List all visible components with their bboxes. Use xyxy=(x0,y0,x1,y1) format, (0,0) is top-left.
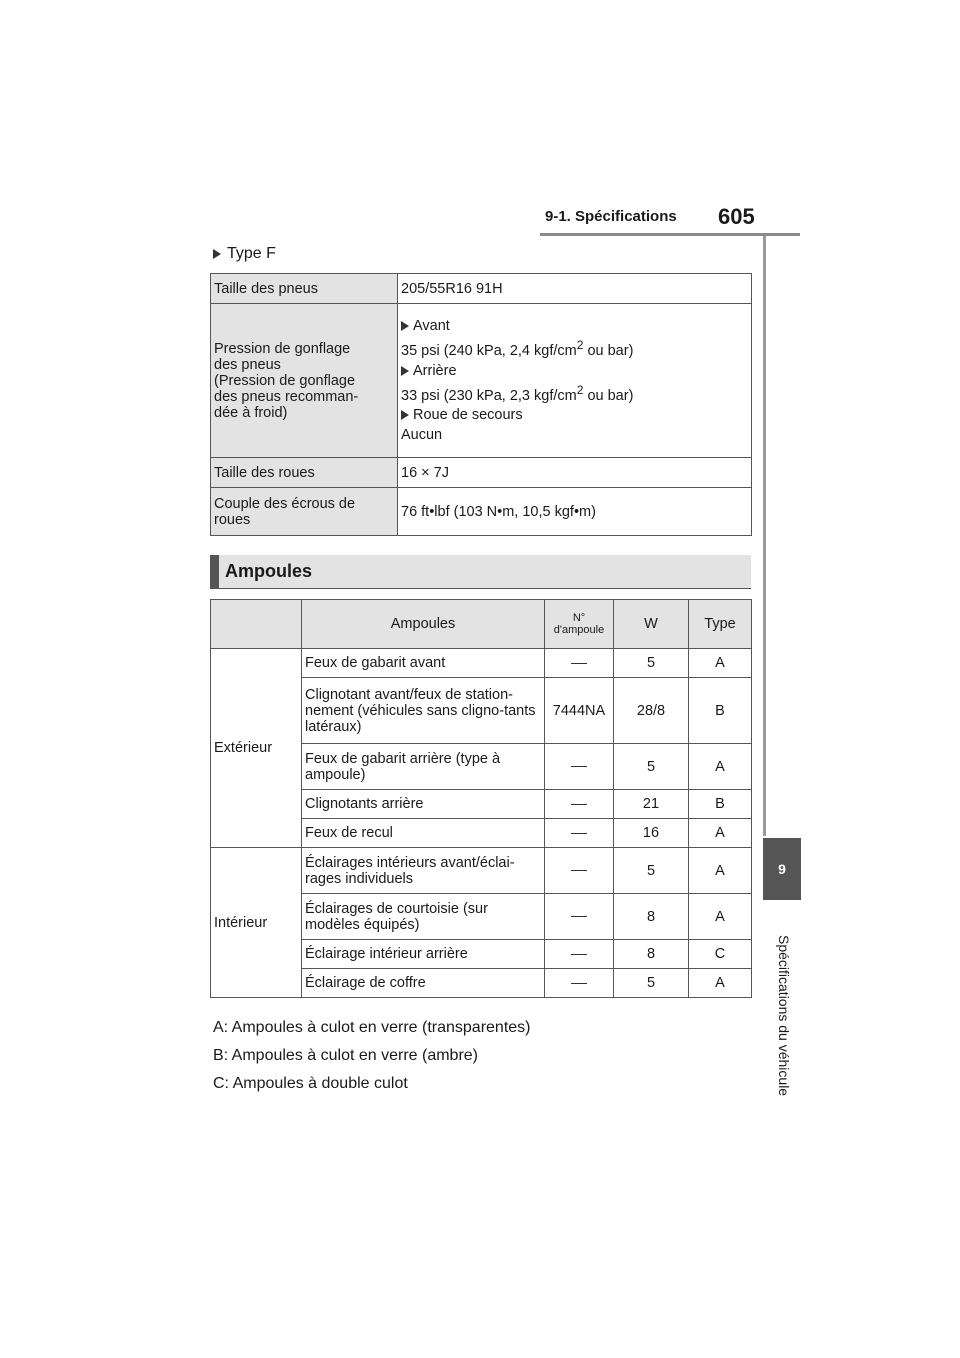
bulb-name: Éclairages de courtoisie (sur modèles équipés) xyxy=(302,894,545,940)
bulb-number-dash xyxy=(545,969,614,998)
legend-item: C: Ampoules à double culot xyxy=(213,1075,408,1092)
bulb-watt: 28/8 xyxy=(614,678,689,744)
header-watt: W xyxy=(614,600,689,649)
bulb-name: Éclairages intérieurs avant/éclai-rages individuels xyxy=(302,848,545,894)
bulb-number: 7444NA xyxy=(545,678,614,744)
bulb-type-legend xyxy=(213,1014,531,1098)
row-value: 16 × 7J xyxy=(398,458,752,488)
bulb-watt: 5 xyxy=(614,969,689,998)
header-divider xyxy=(540,233,800,236)
bulb-watt: 16 xyxy=(614,819,689,848)
legend-item: B: Ampoules à culot en verre (ambre) xyxy=(213,1047,479,1064)
row-value: 76 ft•lbf (103 N•m, 10,5 kgf•m) xyxy=(398,488,752,536)
front-label xyxy=(401,316,748,336)
bulb-watt: 8 xyxy=(614,940,689,969)
pressure-values xyxy=(398,304,752,458)
triangle-bullet-icon xyxy=(401,321,409,331)
bulb-name: Éclairage intérieur arrière xyxy=(302,940,545,969)
bulb-number-dash xyxy=(545,894,614,940)
bulb-type: B xyxy=(689,790,752,819)
bulb-watt: 21 xyxy=(614,790,689,819)
section-heading-bar xyxy=(210,555,751,589)
label-line: des pneus xyxy=(214,356,281,373)
header-number-line1: N° xyxy=(572,611,586,624)
bulb-type: B xyxy=(689,678,752,744)
bulb-table xyxy=(210,599,752,998)
label-line: des pneus recomman- xyxy=(214,388,359,405)
header-bulb-number xyxy=(545,600,614,649)
table-row xyxy=(211,649,752,678)
triangle-bullet-icon xyxy=(213,249,221,259)
section-title: 9-1. Spécifications xyxy=(545,208,677,225)
page-number: 605 xyxy=(718,204,755,229)
bulb-number-dash xyxy=(545,848,614,894)
chapter-tab: 9 xyxy=(763,838,801,900)
bulb-type: A xyxy=(689,819,752,848)
bulb-number-dash xyxy=(545,819,614,848)
bulb-watt: 8 xyxy=(614,894,689,940)
label-line: dée à froid) xyxy=(214,404,288,421)
bulb-type: A xyxy=(689,894,752,940)
row-label xyxy=(211,304,398,458)
bulb-number-dash xyxy=(545,940,614,969)
spare-label xyxy=(401,405,748,425)
section-accent xyxy=(210,555,219,588)
front-value-tail: ou bar) xyxy=(583,342,634,359)
header-empty xyxy=(211,600,302,649)
triangle-bullet-icon xyxy=(401,366,409,376)
bulb-type: A xyxy=(689,649,752,678)
bulb-watt: 5 xyxy=(614,744,689,790)
bulb-watt: 5 xyxy=(614,848,689,894)
group-label: Extérieur xyxy=(211,649,302,848)
chapter-label: Spécifications du véhicule xyxy=(776,935,792,1097)
front-value-text: 35 psi (240 kPa, 2,4 kgf/cm xyxy=(401,342,577,359)
spare-value: Aucun xyxy=(401,427,443,444)
rear-value-text: 33 psi (230 kPa, 2,3 kgf/cm xyxy=(401,387,577,404)
side-rule xyxy=(763,236,766,836)
rear-value xyxy=(401,381,748,406)
bulb-number-dash xyxy=(545,744,614,790)
bulb-name: Feux de gabarit avant xyxy=(302,649,545,678)
header-row xyxy=(211,600,752,649)
front-value xyxy=(401,336,748,361)
rear-label xyxy=(401,361,748,381)
bulb-number-dash xyxy=(545,649,614,678)
bulb-type: A xyxy=(689,744,752,790)
group-label: Intérieur xyxy=(211,848,302,998)
legend-item: A: Ampoules à culot en verre (transparentes) xyxy=(213,1019,531,1036)
row-label: Couple des écrous de roues xyxy=(211,488,398,536)
header-bulbs: Ampoules xyxy=(302,600,545,649)
label-line: Pression de gonflage xyxy=(214,340,351,357)
front-label-text: Avant xyxy=(413,317,450,334)
table-row xyxy=(211,848,752,894)
tire-spec-table xyxy=(210,273,752,536)
triangle-bullet-icon xyxy=(401,410,409,420)
type-heading xyxy=(213,245,276,263)
table-row xyxy=(211,458,752,488)
spare-label-text: Roue de secours xyxy=(413,407,523,424)
section-heading: Ampoules xyxy=(225,561,313,581)
superscript: 2 xyxy=(576,382,584,397)
row-label: Taille des pneus xyxy=(211,274,398,304)
bulb-name: Clignotant avant/feux de station-nement (véhicules sans cligno-tants latéraux) xyxy=(302,678,545,744)
bulb-number-dash xyxy=(545,790,614,819)
bulb-name: Clignotants arrière xyxy=(302,790,545,819)
table-row xyxy=(211,488,752,536)
label-line: (Pression de gonflage xyxy=(214,372,356,389)
header-type: Type xyxy=(689,600,752,649)
bulb-type: A xyxy=(689,969,752,998)
bulb-name: Feux de gabarit arrière (type à ampoule) xyxy=(302,744,545,790)
type-heading-text: Type F xyxy=(227,245,276,262)
bulb-watt: 5 xyxy=(614,649,689,678)
table-row xyxy=(211,304,752,458)
table-row xyxy=(211,274,752,304)
bulb-type: C xyxy=(689,940,752,969)
rear-label-text: Arrière xyxy=(413,362,457,379)
header-number-line2: d'ampoule xyxy=(553,624,605,636)
row-label: Taille des roues xyxy=(211,458,398,488)
rear-value-tail: ou bar) xyxy=(583,387,634,404)
bulb-type: A xyxy=(689,848,752,894)
bulb-name: Feux de recul xyxy=(302,819,545,848)
bulb-name: Éclairage de coffre xyxy=(302,969,545,998)
superscript: 2 xyxy=(576,337,584,352)
row-value: 205/55R16 91H xyxy=(398,274,752,304)
